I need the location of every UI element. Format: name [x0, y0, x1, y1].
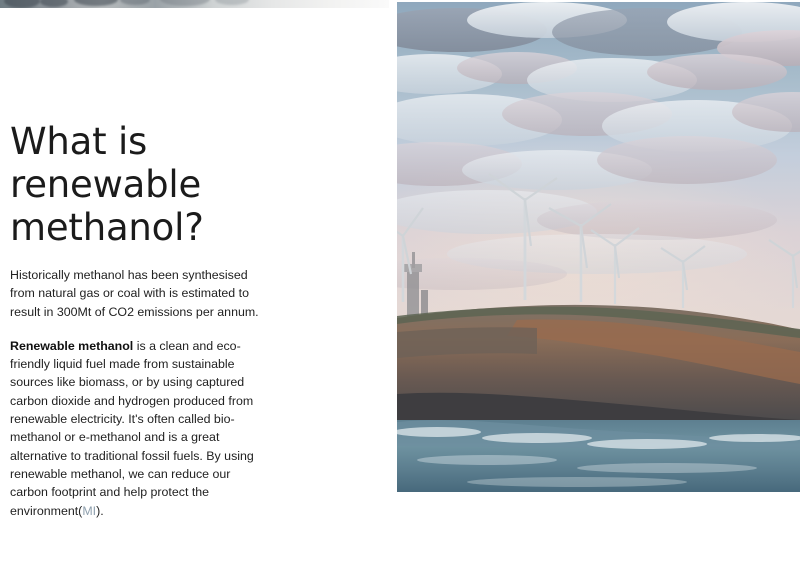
citation-link-mi[interactable]: MI — [82, 503, 97, 518]
definition-text-end: ). — [96, 503, 104, 518]
paragraph-intro — [10, 266, 266, 321]
definition-body-text: is a clean and eco-friendly liquid fuel made from sustainable sources like biomass, or by using captured carbon dioxide and hydrogen produced from renewable electricity. It's often called bio-methanol or e-methanol and is a great alternative to traditional fossil fuels. By using renewable methanol, we can reduce our carbon footprint and help protect the environment( — [10, 338, 254, 518]
paragraph-intro-text: Historically methanol has been synthesised from natural gas or coal with is estimated to result in 300Mt of CO2 emissions per annum. — [10, 268, 259, 319]
wind-farm-coast-photo — [397, 2, 800, 492]
top-image-bleed-strip — [0, 0, 389, 8]
photo-bottom-margin — [397, 492, 800, 564]
paragraph-definition — [10, 337, 266, 520]
definition-lead-term: Renewable methanol — [10, 338, 134, 353]
article-body — [10, 266, 266, 520]
page-title: What is renewable methanol? — [10, 120, 204, 249]
article-text-column — [0, 8, 389, 564]
photo-illustration — [397, 2, 800, 492]
